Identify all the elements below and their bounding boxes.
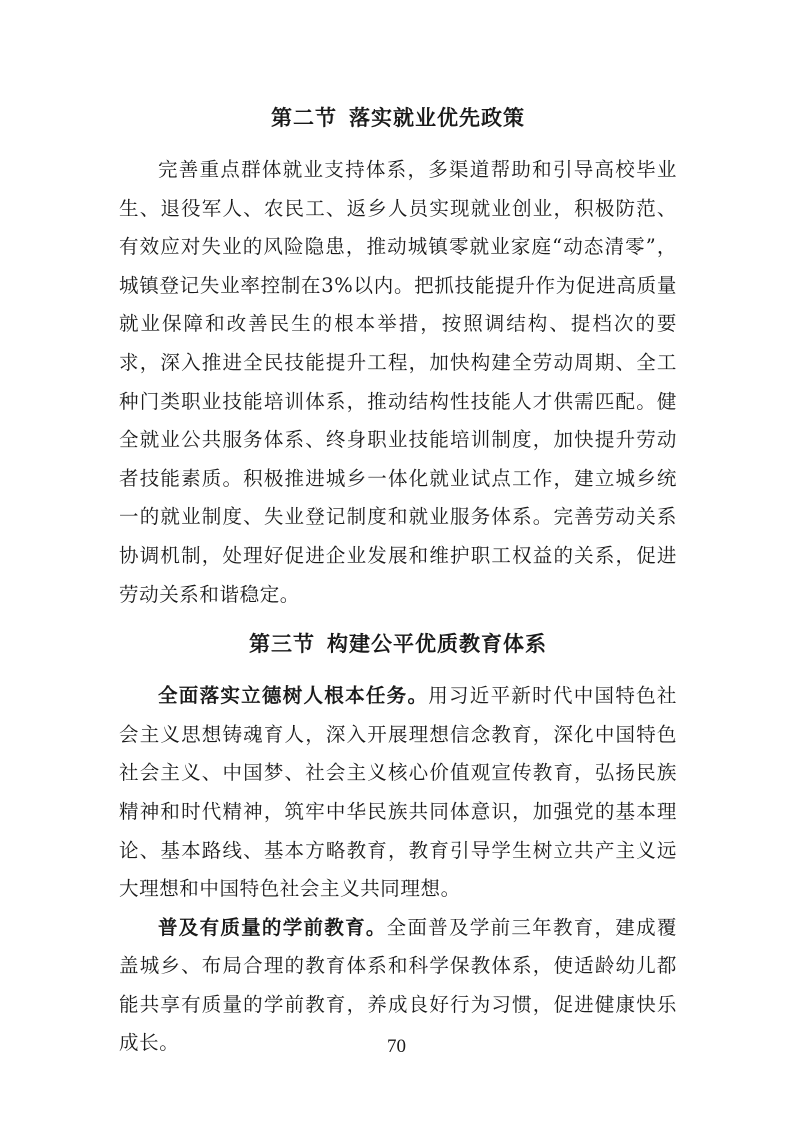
section-heading-3: [119, 624, 677, 664]
section-title: 构建公平优质教育体系: [327, 632, 547, 657]
body-paragraph: 完善重点群体就业支持体系，多渠道帮助和引导高校毕业生、退役军人、农民工、返乡人员实现就业创业，积极防范、有效应对失业的风险隐患，推动城镇零就业家庭“动态清零”，城镇登记失业率控制在3%以内。把抓技能提升作为促进高质量就业保障和改善民生的根本举措，按照调结构、提档次的要求，深入推进全民技能提升工程，加快构建全劳动周期、全工种门类职业技能培训体系，推动结构性技能人才供需匹配。健全就业公共服务体系、终身职业技能培训制度，加快提升劳动者技能素质。积极推进城乡一体化就业试点工作，建立城乡统一的就业制度、失业登记制度和就业服务体系。完善劳动关系协调机制，处理好促进企业发展和维护职工权益的关系，促进劳动关系和谐稳定。: [119, 158, 677, 606]
section-number: 第二节: [271, 106, 337, 130]
section-title: 落实就业优先政策: [349, 106, 525, 130]
paragraph-lead: 普及有质量的学前教育。: [158, 915, 387, 939]
body-paragraph: [119, 677, 677, 909]
section-number: 第三节: [249, 632, 315, 657]
section-heading-2: [119, 98, 677, 138]
page-number: 70: [387, 1036, 406, 1057]
page-content: [119, 98, 677, 1063]
paragraph-text: 全面普及学前三年教育，建成覆盖城乡、布局合理的教育体系和科学保教体系，使适龄幼儿都能共享有质量的学前教育，养成良好行为习惯，促进健康快乐成长。: [119, 915, 677, 1055]
paragraph-lead: 全面落实立德树人根本任务。: [158, 684, 429, 708]
paragraph-text: 用习近平新时代中国特色社会主义思想铸魂育人，深入开展理想信念教育，深化中国特色社会主义、中国梦、社会主义核心价值观宣传教育，弘扬民族精神和时代精神，筑牢中华民族共同体意识，加强党的基本理论、基本路线、基本方略教育，教育引导学生树立共产主义远大理想和中国特色社会主义共同理想。: [119, 684, 677, 901]
